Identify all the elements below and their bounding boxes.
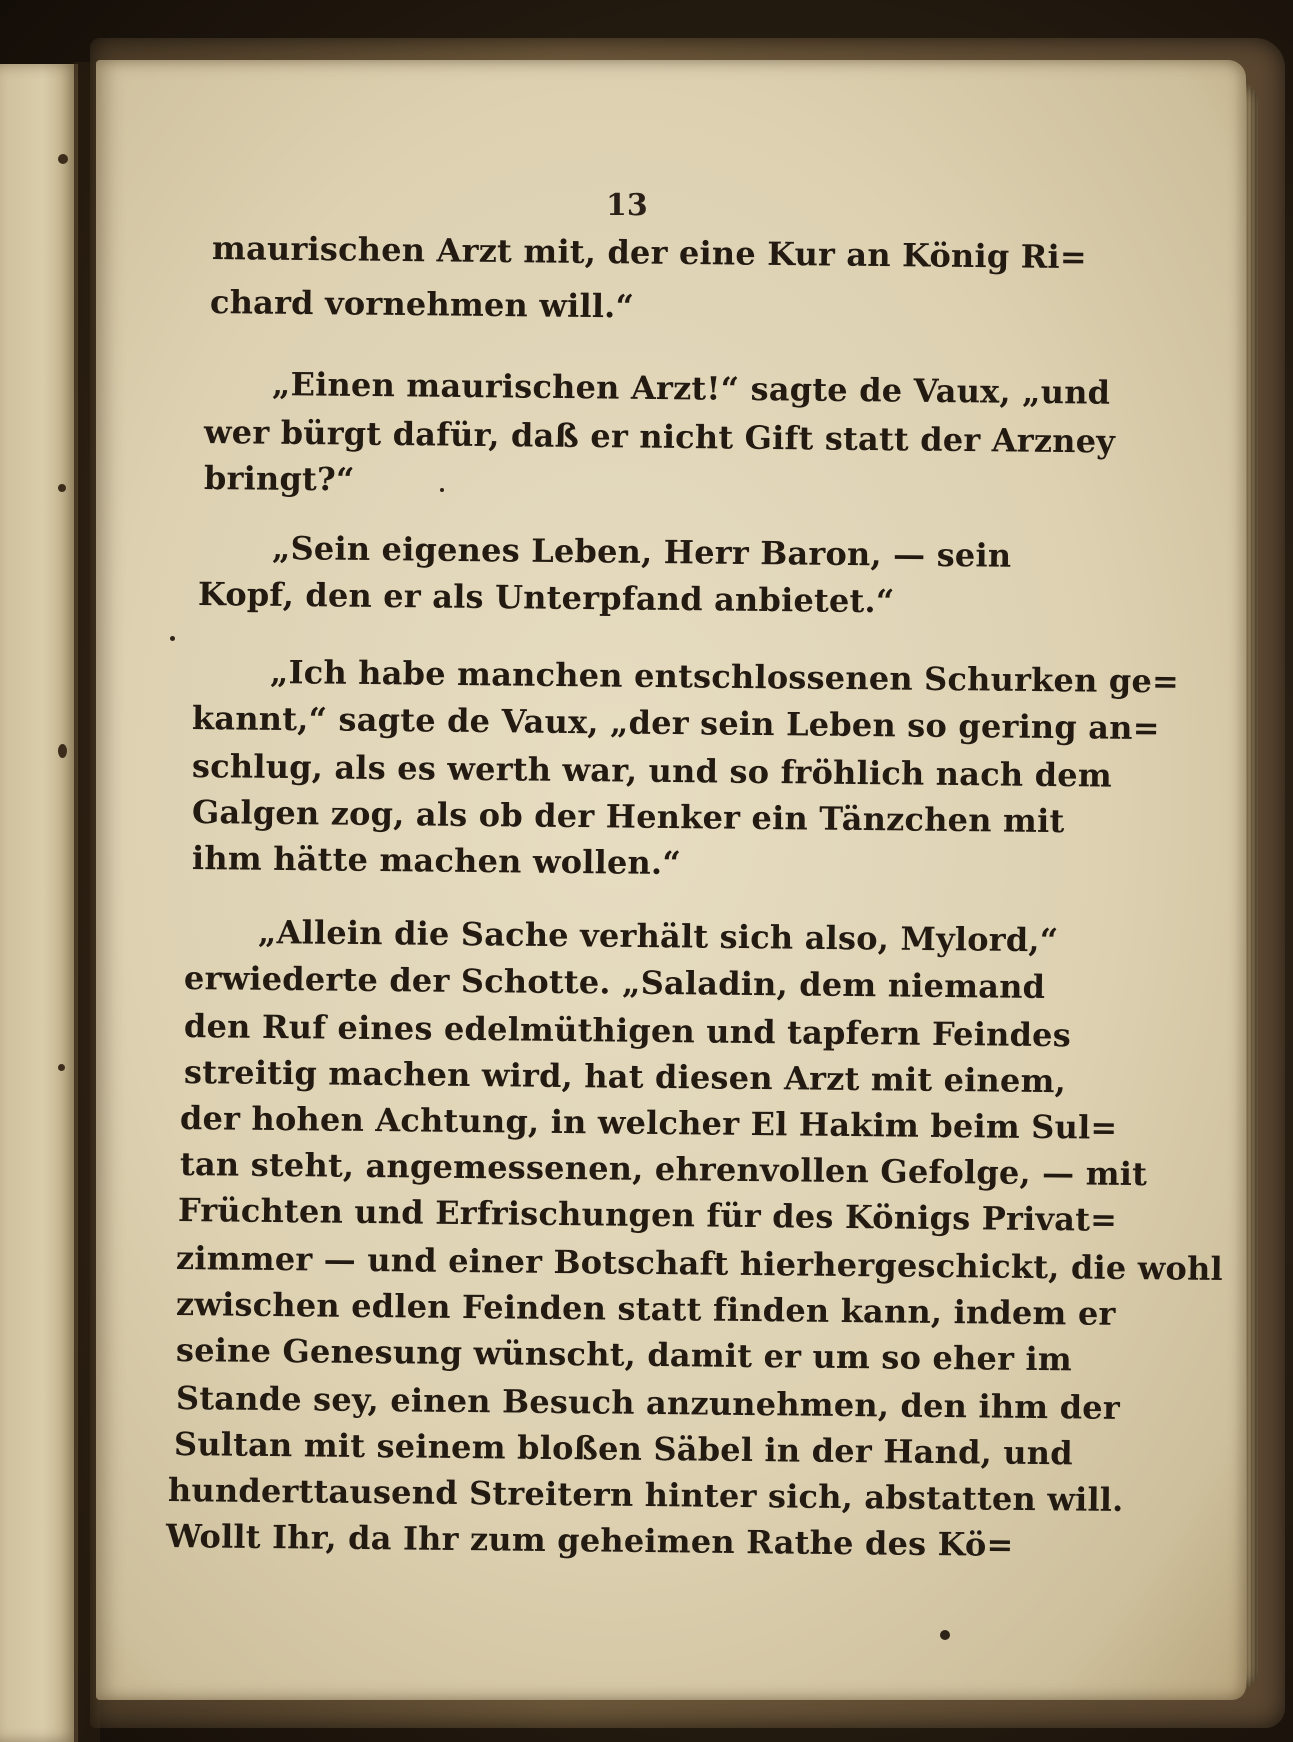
text-line: Galgen zog, als ob der Henker ein Tänzchen mit xyxy=(191,793,1065,841)
text-line: Stande sey, einen Besuch anzunehmen, den ihm der xyxy=(175,1379,1121,1427)
text-line: Sultan mit seinem bloßen Säbel in der Hand, und xyxy=(173,1425,1074,1473)
dust-speck xyxy=(170,636,175,641)
text-line: schlug, als es werth war, und so fröhlich nach dem xyxy=(191,747,1113,795)
text-line: hunderttausend Streitern hinter sich, abstatten will. xyxy=(167,1471,1124,1520)
text-line: „Allein die Sache verhält sich also, Mylord,“ xyxy=(257,913,1059,960)
text-line: kannt,“ sagte de Vaux, „der sein Leben so gering an= xyxy=(191,699,1160,748)
text-line: Wollt Ihr, da Ihr zum geheimen Rathe des Kö= xyxy=(165,1517,1014,1564)
page-number: 13 xyxy=(606,188,648,223)
text-line: der hohen Achtung, in welcher El Hakim beim Sul= xyxy=(179,1099,1118,1147)
text-line: „Ich habe manchen entschlossenen Schurken ge= xyxy=(269,653,1180,701)
text-line: seine Genesung wünscht, damit er um so eher im xyxy=(175,1331,1073,1379)
text-line: den Ruf eines edelmüthigen und tapfern Feindes xyxy=(183,1007,1072,1055)
text-line: zwischen edlen Feinden statt finden kann, indem er xyxy=(175,1285,1116,1333)
text-line: bringt?“ xyxy=(203,459,355,499)
text-line: „Einen maurischen Arzt!“ sagte de Vaux, „und xyxy=(271,365,1111,412)
text-line: maurischen Arzt mit, der eine Kur an König Ri= xyxy=(211,229,1088,277)
text-line: streitig machen wird, hat diesen Arzt mit einem, xyxy=(183,1053,1067,1101)
text-line: wer bürgt dafür, daß er nicht Gift statt der Arzney xyxy=(203,413,1116,461)
text-line: Früchten und Erfrischungen für des Königs Privat= xyxy=(177,1191,1118,1239)
text-line: Kopf, den er als Unterpfand anbietet.“ xyxy=(197,575,895,621)
text-line: erwiederte der Schotte. „Saladin, dem niemand xyxy=(183,959,1046,1007)
dust-speck xyxy=(440,488,444,492)
dust-speck xyxy=(940,1630,950,1640)
text-line: „Sein eigenes Leben, Herr Baron, — sein xyxy=(271,529,1012,575)
text-line: chard vornehmen will.“ xyxy=(209,283,635,326)
text-line: ihm hätte machen wollen.“ xyxy=(191,839,682,883)
text-line: zimmer — und einer Botschaft hierhergeschickt, die wohl xyxy=(175,1239,1224,1288)
text-line: tan steht, angemessenen, ehrenvollen Gefolge, — mit xyxy=(179,1145,1148,1194)
